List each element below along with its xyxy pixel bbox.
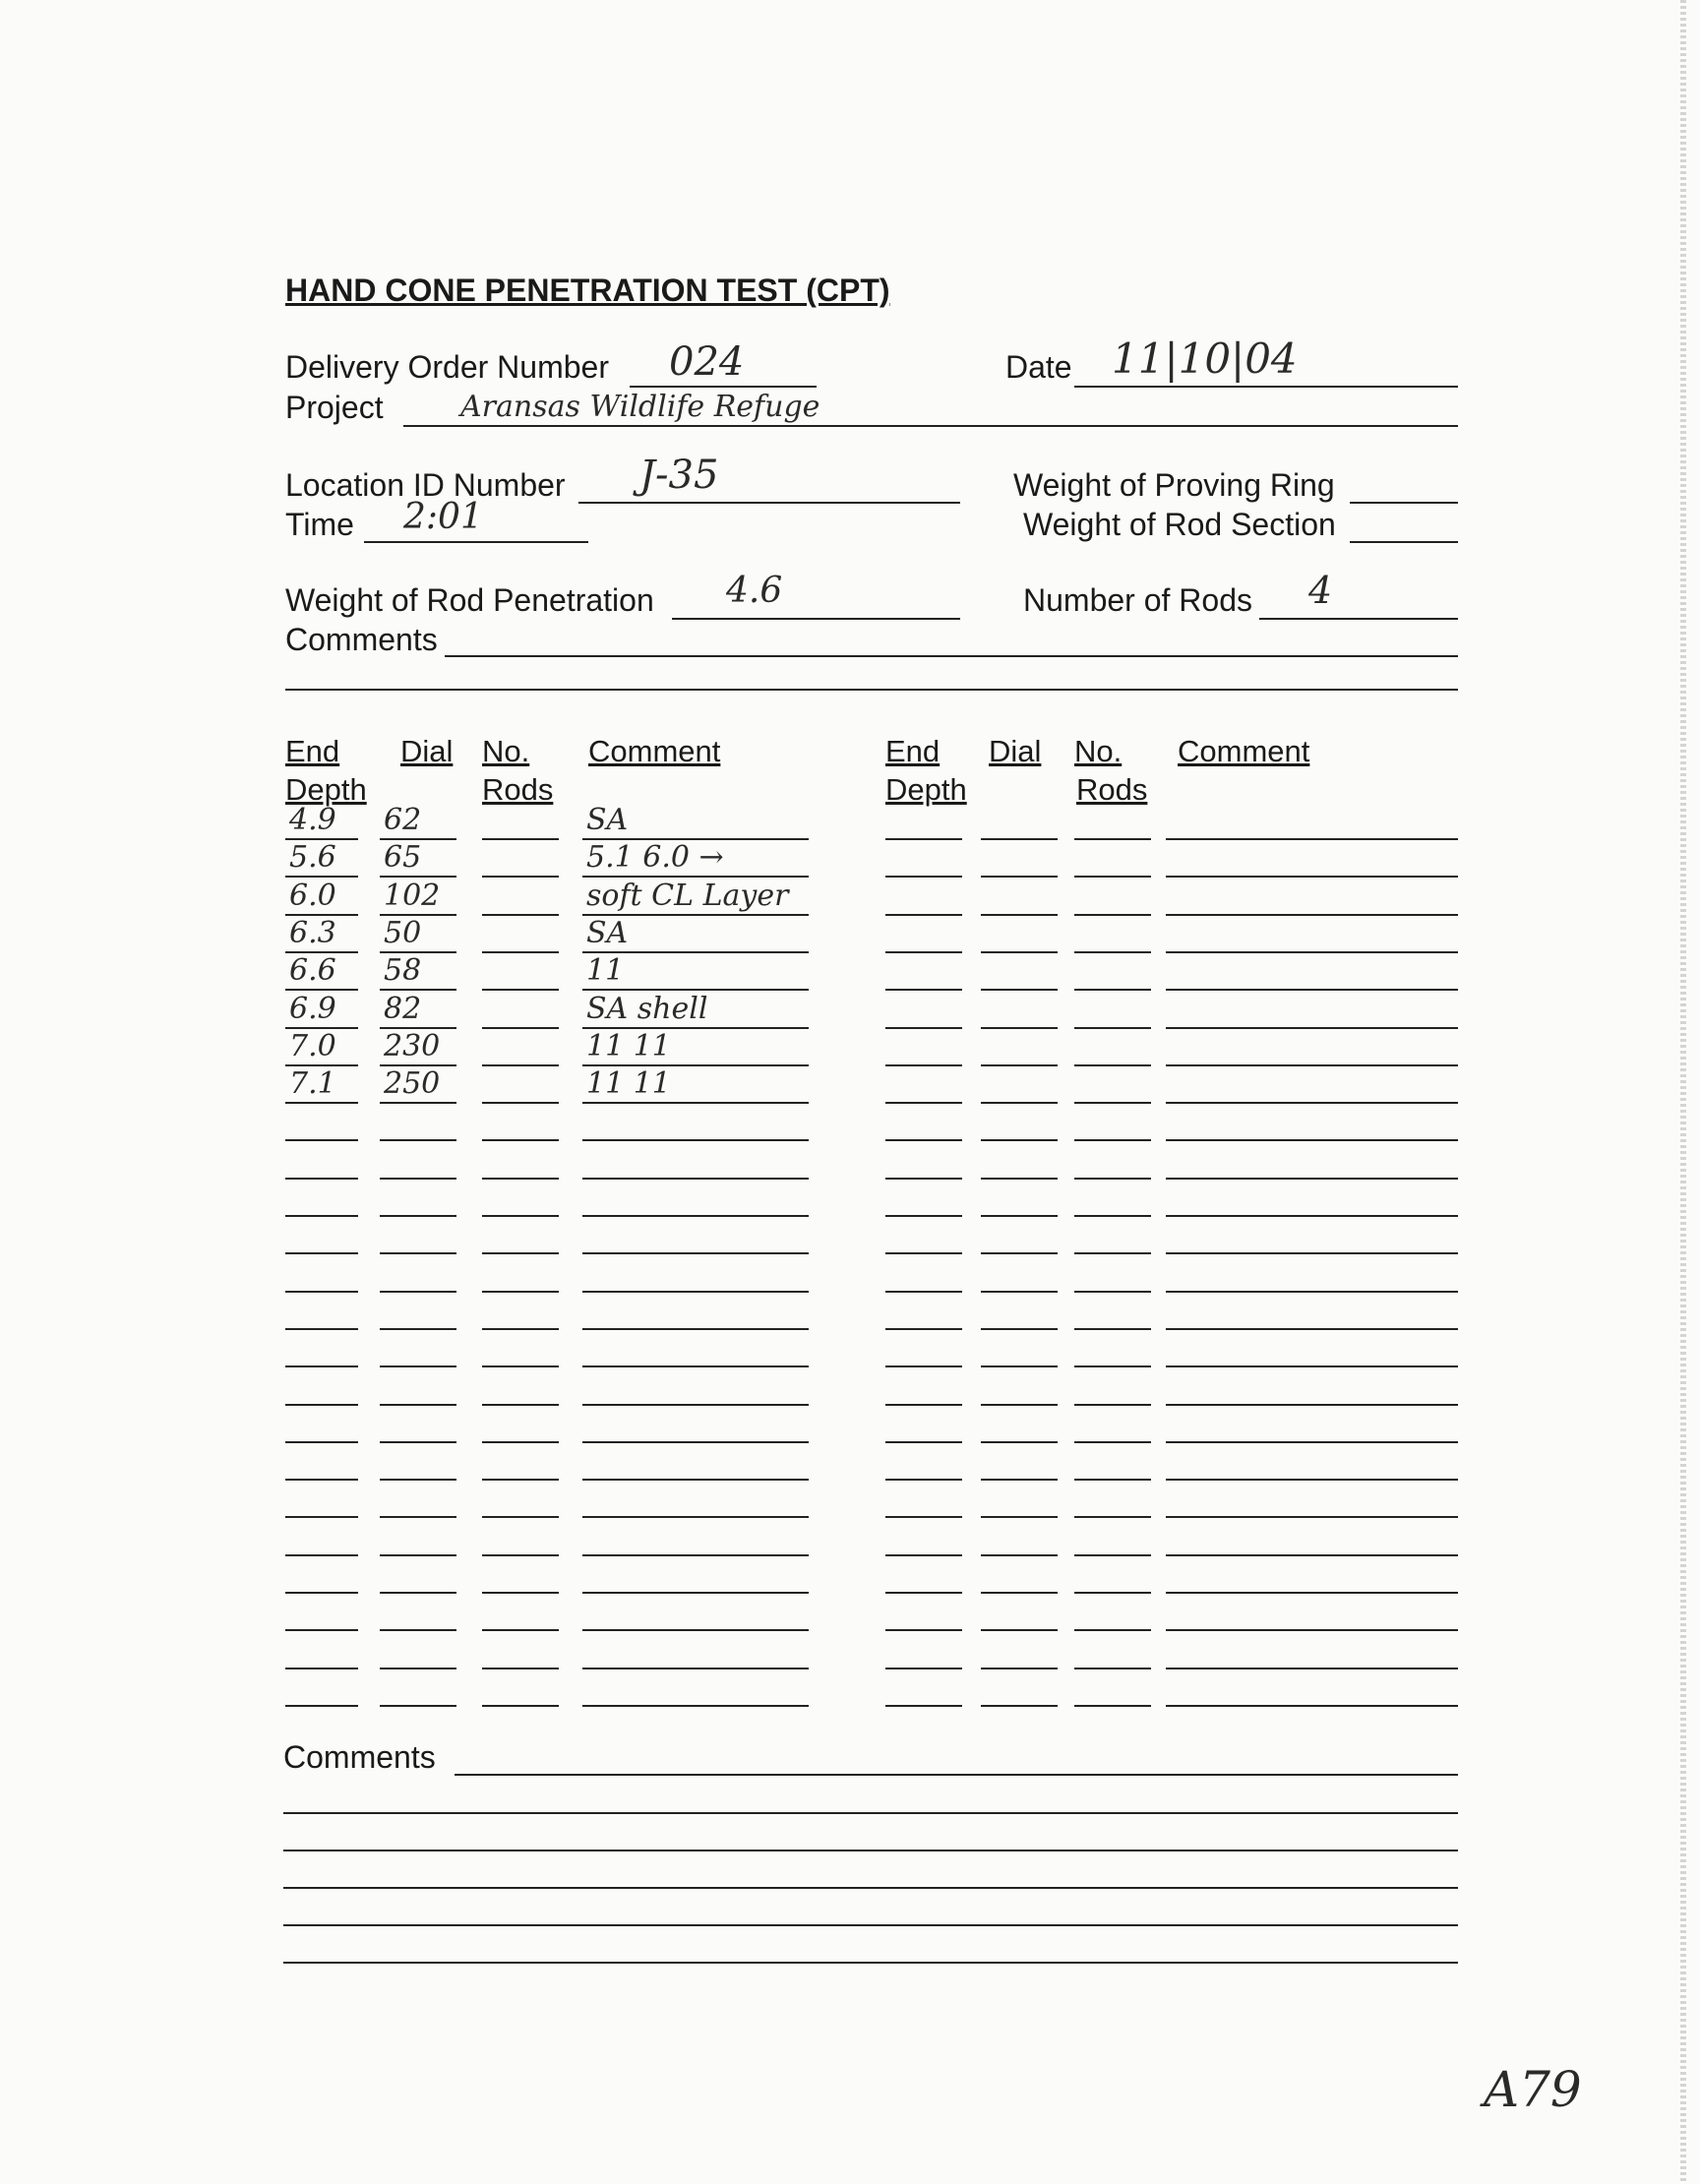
table-cell-line: [285, 1629, 358, 1631]
weight-rod-penetration-value: 4.6: [726, 571, 783, 611]
table-cell-line: [1166, 1215, 1458, 1217]
table-cell-line: [582, 1291, 809, 1293]
table-cell-line: [285, 1404, 358, 1406]
table-cell-comment: SA: [586, 916, 629, 950]
table-cell-line: [885, 1328, 962, 1330]
table-cell-line: [285, 1705, 358, 1707]
table-cell-line: [1166, 1404, 1458, 1406]
table-cell-line: [1074, 989, 1151, 991]
project-label: Project: [285, 390, 384, 425]
delivery-order-value: 024: [669, 339, 745, 385]
table-cell-line: [380, 989, 456, 991]
table-cell-line: [380, 1139, 456, 1141]
table-cell-line: [285, 1178, 358, 1180]
time-label: Time: [285, 507, 354, 542]
table-cell-line: [981, 1668, 1058, 1669]
table-cell-line: [981, 1441, 1058, 1443]
table-cell-line: [885, 1479, 962, 1481]
table-cell-line: [1074, 876, 1151, 878]
table-cell-line: [380, 1252, 456, 1254]
table-cell-line: [981, 1102, 1058, 1104]
table-cell-line: [981, 1064, 1058, 1066]
table-cell-line: [1166, 1252, 1458, 1254]
table-cell-dial: 250: [384, 1066, 441, 1101]
table-cell-line: [1074, 1404, 1151, 1406]
table-cell-line: [1166, 876, 1458, 878]
table-cell-dial: 82: [384, 992, 422, 1026]
table-cell-line: [885, 1554, 962, 1556]
bottom-comments-line-1: [455, 1774, 1458, 1776]
table-cell-line: [1166, 1365, 1458, 1367]
table-cell-line: [1074, 1705, 1151, 1707]
bottom-comments-line-4: [283, 1887, 1458, 1889]
table-cell-line: [482, 876, 559, 878]
date-value: 11|10|04: [1112, 334, 1298, 383]
header-comment-right: Comment: [1178, 734, 1310, 768]
table-cell-line: [885, 1027, 962, 1029]
table-cell-line: [380, 1629, 456, 1631]
table-cell-comment: SA shell: [586, 992, 708, 1026]
table-cell-line: [380, 1479, 456, 1481]
table-cell-line: [981, 914, 1058, 916]
header-depth: Depth: [285, 772, 367, 807]
table-cell-line: [582, 1479, 809, 1481]
table-cell-line: [285, 1441, 358, 1443]
table-cell-line: [582, 1102, 809, 1104]
table-cell-line: [981, 1554, 1058, 1556]
table-cell-line: [482, 1404, 559, 1406]
table-cell-line: [981, 1705, 1058, 1707]
weight-rod-penetration-line: [672, 618, 960, 620]
header-dial-right: Dial: [989, 734, 1042, 768]
table-cell-line: [1166, 989, 1458, 991]
table-cell-line: [482, 914, 559, 916]
table-cell-line: [1166, 1102, 1458, 1104]
table-cell-line: [1166, 1139, 1458, 1141]
table-cell-line: [1074, 1629, 1151, 1631]
weight-rod-penetration-label: Weight of Rod Penetration: [285, 582, 654, 618]
table-cell-depth: 6.6: [289, 953, 336, 988]
table-cell-line: [285, 1668, 358, 1669]
number-of-rods-value: 4: [1308, 569, 1333, 612]
table-cell-line: [885, 1064, 962, 1066]
table-cell-line: [380, 1516, 456, 1518]
table-cell-line: [1166, 838, 1458, 840]
table-cell-line: [482, 1629, 559, 1631]
table-cell-line: [482, 1592, 559, 1594]
table-cell-line: [1074, 1215, 1151, 1217]
table-cell-line: [1074, 1178, 1151, 1180]
table-cell-line: [885, 1404, 962, 1406]
table-cell-line: [380, 1404, 456, 1406]
table-cell-line: [981, 1592, 1058, 1594]
table-cell-line: [482, 989, 559, 991]
table-cell-line: [981, 1365, 1058, 1367]
table-cell-line: [285, 1252, 358, 1254]
table-cell-comment: 11 11: [586, 1066, 671, 1101]
bottom-comments-line-2: [283, 1812, 1458, 1814]
table-cell-line: [1166, 1027, 1458, 1029]
table-cell-line: [885, 1102, 962, 1104]
table-cell-line: [981, 1178, 1058, 1180]
number-of-rods-label: Number of Rods: [1023, 582, 1252, 618]
comments-line-1: [445, 655, 1458, 657]
table-cell-line: [885, 838, 962, 840]
table-cell-line: [482, 1516, 559, 1518]
time-value: 2:01: [403, 497, 483, 537]
table-cell-line: [885, 1629, 962, 1631]
table-cell-line: [285, 1102, 358, 1104]
table-cell-line: [1074, 1516, 1151, 1518]
table-cell-line: [981, 1139, 1058, 1141]
table-cell-line: [482, 1554, 559, 1556]
table-cell-line: [482, 1365, 559, 1367]
table-cell-line: [1074, 1139, 1151, 1141]
table-cell-line: [1074, 1291, 1151, 1293]
table-cell-line: [380, 876, 456, 878]
table-cell-line: [1166, 1554, 1458, 1556]
weight-proving-ring-line: [1350, 502, 1458, 504]
table-cell-line: [482, 1102, 559, 1104]
table-cell-comment: 11: [586, 953, 625, 988]
table-cell-line: [1074, 1064, 1151, 1066]
table-cell-line: [482, 838, 559, 840]
form-title: HAND CONE PENETRATION TEST (CPT): [285, 273, 890, 308]
table-cell-line: [1166, 1629, 1458, 1631]
table-cell-line: [1074, 1102, 1151, 1104]
table-cell-line: [582, 1404, 809, 1406]
table-cell-line: [582, 1178, 809, 1180]
location-id-label: Location ID Number: [285, 467, 566, 503]
table-cell-line: [482, 1027, 559, 1029]
table-cell-line: [482, 1064, 559, 1066]
table-cell-line: [380, 1705, 456, 1707]
table-cell-line: [981, 1215, 1058, 1217]
scan-edge: [1680, 0, 1686, 2184]
table-cell-line: [1074, 1668, 1151, 1669]
table-cell-depth: 7.0: [289, 1029, 336, 1063]
table-cell-line: [1166, 951, 1458, 953]
table-cell-line: [885, 989, 962, 991]
date-line: [1074, 386, 1458, 388]
table-cell-line: [482, 1215, 559, 1217]
table-cell-depth: 5.6: [289, 840, 336, 875]
header-end: End: [285, 734, 340, 768]
table-cell-line: [1166, 1291, 1458, 1293]
table-cell-dial: 65: [384, 840, 422, 875]
table-cell-line: [885, 1592, 962, 1594]
table-cell-depth: 6.3: [289, 916, 336, 950]
table-cell-line: [582, 1441, 809, 1443]
table-cell-line: [285, 1516, 358, 1518]
table-cell-line: [380, 1592, 456, 1594]
table-cell-line: [1166, 1516, 1458, 1518]
table-cell-line: [981, 1516, 1058, 1518]
weight-rod-section-label: Weight of Rod Section: [1023, 507, 1336, 542]
table-cell-line: [1166, 1064, 1458, 1066]
page-number: A79: [1484, 2061, 1582, 2118]
header-depth-right: Depth: [885, 772, 967, 807]
table-cell-line: [582, 989, 809, 991]
table-cell-dial: 62: [384, 803, 422, 837]
location-id-line: [578, 502, 960, 504]
table-cell-line: [1166, 1328, 1458, 1330]
bottom-comments-label: Comments: [283, 1739, 436, 1775]
table-cell-line: [285, 876, 358, 878]
table-cell-comment: 11 11: [586, 1029, 671, 1063]
table-cell-line: [582, 1365, 809, 1367]
table-cell-line: [981, 1479, 1058, 1481]
table-cell-comment: SA: [586, 803, 629, 837]
table-cell-line: [582, 1629, 809, 1631]
number-of-rods-line: [1259, 618, 1458, 620]
table-cell-line: [380, 1668, 456, 1669]
table-cell-depth: 7.1: [289, 1066, 336, 1101]
table-cell-line: [1074, 951, 1151, 953]
weight-rod-section-line: [1350, 541, 1458, 543]
table-cell-line: [885, 1252, 962, 1254]
table-cell-line: [582, 1215, 809, 1217]
table-cell-line: [981, 1328, 1058, 1330]
table-cell-line: [1166, 1441, 1458, 1443]
table-cell-line: [1074, 1252, 1151, 1254]
comments-label: Comments: [285, 622, 438, 657]
table-cell-line: [380, 1291, 456, 1293]
table-cell-line: [582, 1252, 809, 1254]
table-cell-line: [482, 1668, 559, 1669]
table-cell-line: [1074, 1479, 1151, 1481]
table-cell-dial: 58: [384, 953, 422, 988]
table-cell-dial: 102: [384, 879, 441, 913]
header-rods: Rods: [482, 772, 554, 807]
table-cell-line: [1166, 1479, 1458, 1481]
table-cell-line: [582, 1592, 809, 1594]
table-cell-depth: 6.9: [289, 992, 336, 1026]
table-cell-line: [482, 1705, 559, 1707]
table-cell-line: [582, 1516, 809, 1518]
project-line: [403, 425, 1458, 427]
table-cell-line: [380, 1215, 456, 1217]
table-cell-line: [380, 1554, 456, 1556]
table-cell-line: [1166, 1705, 1458, 1707]
table-cell-line: [1166, 1178, 1458, 1180]
table-cell-line: [380, 1178, 456, 1180]
comments-line-2: [285, 689, 1458, 691]
time-line: [364, 541, 588, 543]
table-cell-dial: 50: [384, 916, 422, 950]
table-cell-line: [285, 1328, 358, 1330]
delivery-order-label: Delivery Order Number: [285, 349, 609, 385]
table-cell-line: [285, 1479, 358, 1481]
table-cell-line: [285, 989, 358, 991]
table-cell-depth: 4.9: [289, 803, 336, 837]
table-cell-line: [482, 1328, 559, 1330]
table-cell-line: [582, 1705, 809, 1707]
table-cell-line: [981, 989, 1058, 991]
table-cell-line: [285, 1592, 358, 1594]
header-no: No.: [482, 734, 530, 768]
table-cell-line: [1074, 1592, 1151, 1594]
table-cell-line: [285, 1365, 358, 1367]
table-cell-line: [482, 1291, 559, 1293]
table-cell-line: [981, 1027, 1058, 1029]
header-rods-right: Rods: [1076, 772, 1148, 807]
project-value: Aransas Wildlife Refuge: [460, 390, 820, 424]
table-cell-line: [981, 1252, 1058, 1254]
table-cell-line: [885, 876, 962, 878]
table-cell-line: [582, 1668, 809, 1669]
location-id-value: J-35: [639, 453, 719, 498]
table-cell-line: [285, 1215, 358, 1217]
table-cell-line: [885, 1215, 962, 1217]
table-cell-line: [1074, 838, 1151, 840]
header-no-right: No.: [1074, 734, 1123, 768]
table-cell-line: [1166, 1668, 1458, 1669]
table-cell-line: [582, 1554, 809, 1556]
table-cell-line: [482, 1178, 559, 1180]
delivery-order-line: [630, 386, 817, 388]
bottom-comments-line-6: [283, 1962, 1458, 1964]
table-cell-line: [380, 1328, 456, 1330]
table-cell-line: [482, 1139, 559, 1141]
header-end-right: End: [885, 734, 941, 768]
weight-proving-ring-label: Weight of Proving Ring: [1013, 467, 1335, 503]
table-cell-line: [885, 951, 962, 953]
table-cell-line: [482, 1252, 559, 1254]
table-cell-line: [1166, 914, 1458, 916]
table-cell-comment: 5.1 6.0 →: [586, 840, 724, 875]
table-cell-line: [1074, 1554, 1151, 1556]
table-cell-line: [285, 1554, 358, 1556]
table-cell-line: [885, 1668, 962, 1669]
header-dial: Dial: [400, 734, 454, 768]
bottom-comments-line-5: [283, 1924, 1458, 1926]
table-cell-line: [582, 1139, 809, 1141]
table-cell-line: [885, 1441, 962, 1443]
table-cell-line: [885, 1705, 962, 1707]
table-cell-line: [380, 1441, 456, 1443]
table-cell-line: [981, 1629, 1058, 1631]
table-cell-line: [981, 1291, 1058, 1293]
table-cell-depth: 6.0: [289, 879, 336, 913]
table-cell-comment: soft CL Layer: [586, 879, 789, 913]
table-cell-line: [981, 838, 1058, 840]
table-cell-line: [482, 1441, 559, 1443]
bottom-comments-line-3: [283, 1850, 1458, 1851]
table-cell-line: [885, 1178, 962, 1180]
table-cell-line: [380, 1365, 456, 1367]
table-cell-line: [981, 876, 1058, 878]
table-cell-line: [885, 914, 962, 916]
table-cell-line: [482, 1479, 559, 1481]
table-cell-line: [380, 1102, 456, 1104]
header-comment: Comment: [588, 734, 721, 768]
table-cell-line: [582, 1328, 809, 1330]
table-cell-line: [885, 1291, 962, 1293]
date-label: Date: [1005, 349, 1072, 385]
table-cell-line: [1074, 1441, 1151, 1443]
table-cell-line: [285, 1139, 358, 1141]
table-cell-line: [1074, 1027, 1151, 1029]
table-cell-line: [885, 1516, 962, 1518]
table-cell-line: [582, 876, 809, 878]
table-cell-line: [981, 951, 1058, 953]
table-cell-line: [1166, 1592, 1458, 1594]
table-cell-line: [981, 1404, 1058, 1406]
table-cell-dial: 230: [384, 1029, 441, 1063]
table-cell-line: [1074, 1365, 1151, 1367]
table-cell-line: [1074, 914, 1151, 916]
table-cell-line: [482, 951, 559, 953]
table-cell-line: [1074, 1328, 1151, 1330]
table-cell-line: [285, 1291, 358, 1293]
table-cell-line: [885, 1139, 962, 1141]
table-cell-line: [885, 1365, 962, 1367]
